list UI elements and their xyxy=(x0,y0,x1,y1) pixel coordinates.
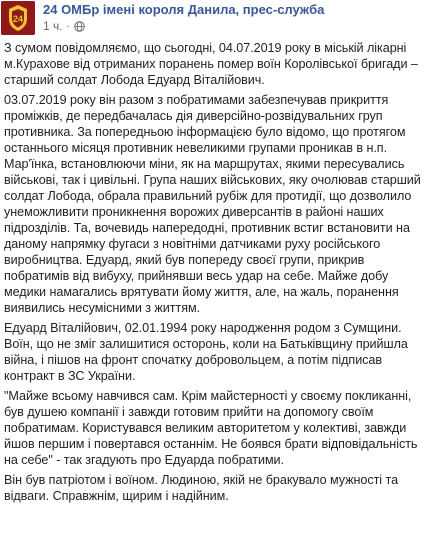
text-line: З сумом повідомляємо, що сьогодні, 04.07.2019 року в міській лікарні xyxy=(4,41,407,55)
post-meta xyxy=(43,19,85,33)
text-line: проміжків, де передбачалась дія диверсійно-розвідувальних груп xyxy=(4,109,383,123)
text-line: Він був патріотом і воїном. Людиною, якій не бракувало мужності та xyxy=(4,473,399,487)
text-line: йшов першим і повертався останнім. Не боявся брати відповідальність xyxy=(4,437,418,451)
text-line: солдат Лобода, обрала правильний рубіж для протидії, що дозволило xyxy=(4,189,412,203)
svg-text:24: 24 xyxy=(12,14,24,24)
text-line: останнього місяця противник невеликими групами проникав в н.п. xyxy=(4,141,388,155)
globe-icon[interactable] xyxy=(74,21,85,32)
post-header xyxy=(0,0,428,38)
text-line: війна, і пішов на фронт спочатку добровольцем, а потім підписав xyxy=(4,353,383,367)
text-line: контракт в ЗС України. xyxy=(4,369,136,383)
text-line: Воїн, що не зміг залишитися осторонь, коли на Батьківщину прийшла xyxy=(4,337,408,351)
avatar[interactable] xyxy=(1,1,35,35)
text-line: виробництва. Едуард, який був попереду своєї групи, прикрив xyxy=(4,253,365,267)
post-paragraph xyxy=(4,92,424,316)
meta-separator: · xyxy=(66,20,70,32)
text-line: був душею компанії і завжди готовим прийти на допомогу своїм xyxy=(4,405,374,419)
page-name-link[interactable]: 24 ОМБр імені короля Данила, прес-служба xyxy=(43,2,325,17)
text-line: на себе" - так згадують про Едуарда побратими. xyxy=(4,453,284,467)
post-paragraph xyxy=(4,472,424,504)
post-paragraph xyxy=(4,40,424,88)
post-paragraph xyxy=(4,388,424,468)
text-line: Мар'їнка, встановлюючи міни, як на маршрутах, якими пересувались xyxy=(4,157,405,171)
text-line: унеможливити проникнення ворожих диверсантів в районі наших xyxy=(4,205,384,219)
text-line: підрозділів. Та, вочевидь напередодні, противник встиг встановити на xyxy=(4,221,410,235)
text-line: м.Курахове від отриманих поранень помер воїн Королівської бригади – xyxy=(4,57,418,71)
post-paragraph xyxy=(4,320,424,384)
post-timestamp[interactable]: 1 ч. xyxy=(43,19,63,33)
text-line: даному напрямку фугаси з новітніми датчиками руху російського xyxy=(4,237,381,251)
text-line: противника. За попередньою інформацією було відомо, що протягом xyxy=(4,125,406,139)
text-line: виявились несумісними з життям. xyxy=(4,301,201,315)
brigade-emblem-icon xyxy=(1,1,35,35)
text-line: військові, так і цивільні. Група наших військових, яку очолював старший xyxy=(4,173,421,187)
text-line: 03.07.2019 року він разом з побратимами забезпечував прикриття xyxy=(4,93,389,107)
text-line: побратимам. Користувався великим авторитетом у колективі, завжди xyxy=(4,421,407,435)
text-line: Едуард Віталійович, 02.01.1994 року народження родом з Сумщини. xyxy=(4,321,402,335)
text-line: відваги. Справжнім, щирим і надійним. xyxy=(4,489,229,503)
text-line: "Майже всьому навчився сам. Крім майстерності у своєму покликанні, xyxy=(4,389,412,403)
text-line: старший солдат Лобода Едуард Віталійович. xyxy=(4,73,265,87)
text-line: медики намагались врятувати йому життя, але, на жаль, поранення xyxy=(4,285,399,299)
post-body xyxy=(4,40,424,508)
text-line: побратимів від вибуху, прийнявши весь удар на себе. Майже добу xyxy=(4,269,389,283)
